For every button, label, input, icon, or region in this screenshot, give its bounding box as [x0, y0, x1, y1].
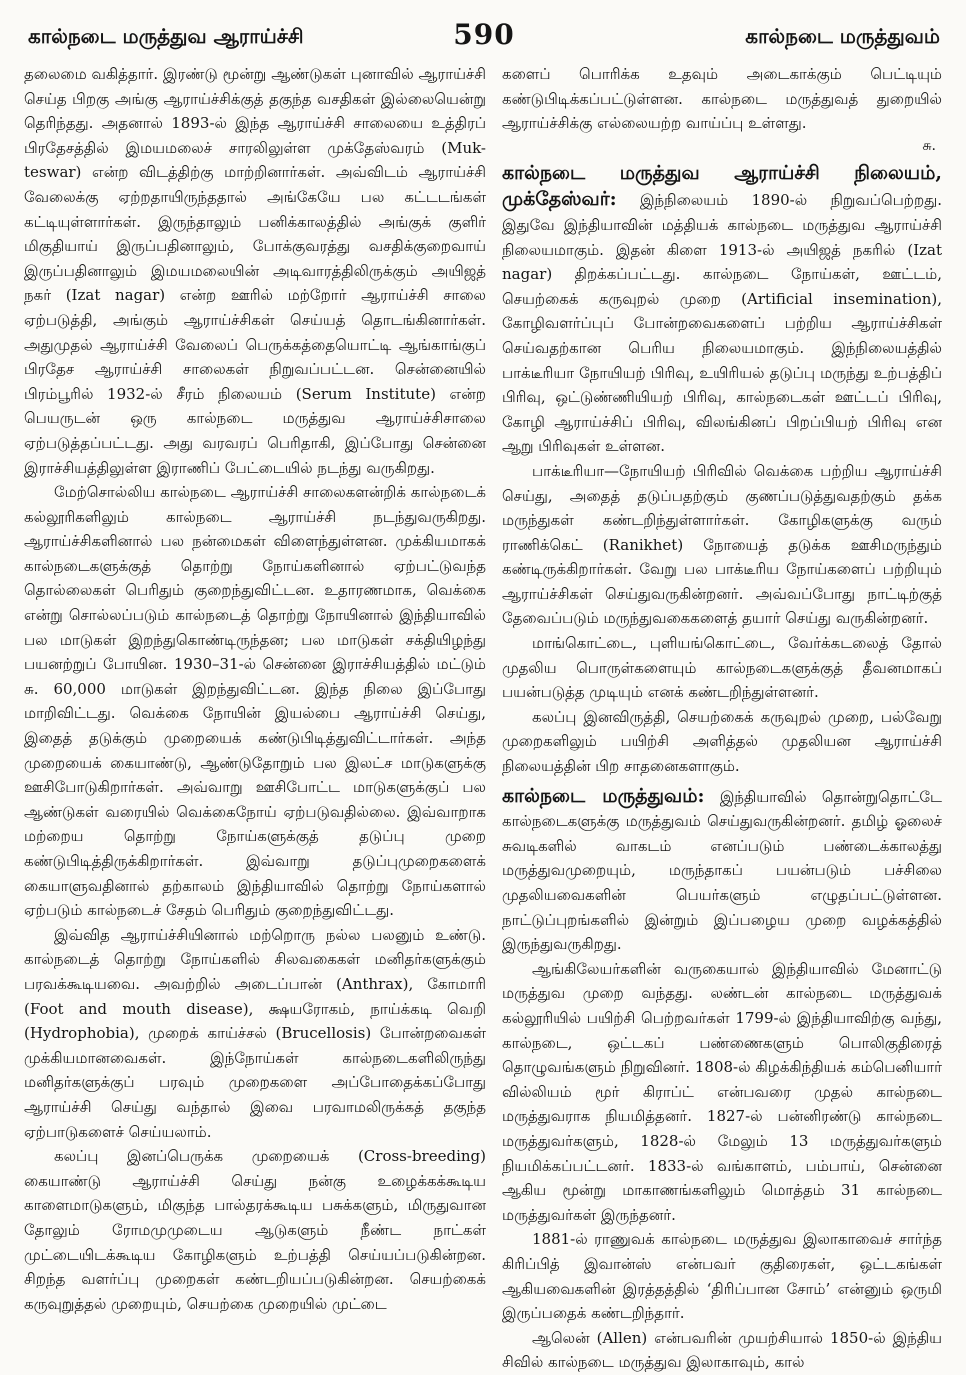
paragraph: மாங்கொட்டை, புளியங்கொட்டை, வேர்க்கடலைத் தோல் முதலிய பொருள்களையும் கால்நடைகளுக்குத் தீவனமாகப் பயன்படுத்த முடியும் எனக் கண்டறிந்துள்ளனர்.	[502, 634, 942, 702]
paragraph: களைப் பொரிக்க உதவும் அடைகாக்கும் பெட்டியும் கண்டுபிடிக்கப்பட்டுள்ளன. கால்நடை மருத்துவத் துறையில் ஆராய்ச்சிக்கு எல்லையற்ற வாய்ப்பு உள்ளது.	[502, 65, 942, 133]
running-head-left: கால்நடை மருத்துவ ஆராய்ச்சி	[28, 24, 304, 48]
paragraph: கலப்பு இனவிருத்தி, செயற்கைக் கருவுறல் முறை, பல்வேறு முறைகளிலும் பயிற்சி அளித்தல் முதலியன ஆராய்ச்சி நிலையத்தின் பிற சாதனைகளாகும்.	[502, 707, 942, 776]
paragraph: இவ்வித ஆராய்ச்சியினால் மற்றொரு நல்ல பலனும் உண்டு. கால்நடைத் தொற்று நோய்களில் சிலவகைகள் மனிதர்களுக்கும் பரவக்கூடியவை. அவற்றில் அடைப்பான் (Anthrax), கோமாரி (Foot and mouth disease), க்ஷயரோகம், நாய்க்கடி வெறி (Hydrophobia), முறைக் காய்ச்சல் (Brucellosis) போன்றவைகள் முக்கியமானவைகள். இந்நோய்கள் கால்நடைகளிலிருந்து மனிதர்களுக்குப் பரவும் முறைகளை அப்போதைக்கப்போது ஆராய்ச்சி செய்து வந்தால் இவை பரவாமலிருக்கத் தகுந்த ஏற்பாடுகளைச் செய்யலாம்.	[24, 925, 486, 1141]
paragraph: மேற்சொல்லிய கால்நடை ஆராய்ச்சி சாலைகளன்றிக் கால்நடைக் கல்லூரிகளிலும் கால்நடை ஆராய்ச்சி நடந்துவருகிறது. ஆராய்ச்சிகளினால் பல நன்மைகள் விளைந்துள்ளன. முக்கியமாகக் கால்நடைகளுக்குத் தொற்று நோய்களினால் ஏற்பட்டுவந்த தொல்லைகள் பெரிதும் குறைந்துவிட்டன. உதாரணமாக, வெக்கை என்று சொல்லப்படும் கால்நடைத் தொற்று நோயினால் இந்தியாவில் பல மாடுகள் இறந்துகொண்டிருந்தன; பல மாடுகள் சக்தியிழந்து பயனற்றுப் போயின. 1930–31-ல் சென்னை இராச்சியத்தில் மட்டும் சு. 60,000 மாடுகள் இறந்துவிட்டன. இந்த நிலை இப்போது மாறிவிட்டது. வெக்கை நோயின் இயல்பை ஆராய்ச்சி செய்து, இதைத் தடுக்கும் முறையைக் கண்டுபிடித்துவிட்டார்கள். அந்த முறையைக் கையாண்டு, ஆண்டுதோறும் பல இலட்ச மாடுகளுக்கு ஊசிபோடுகிறார்கள். அவ்வாறு ஊசிபோட்ட மாடுகளுக்குப் பல ஆண்டுகள் வரையில் வெக்கைநோய் ஏற்படுவதில்லை. இவ்வாறாக மற்றைய தொற்று நோய்களுக்குத் தடுப்பு முறை கண்டுபிடித்திருக்கிறார்கள். இவ்வாறு தடுப்புமுறைகளைக் கையாளுவதினால் தற்காலம் இந்தியாவில் தொற்று நோய்களால் ஏற்படும் கால்நடைச் சேதம் பெரிதும் குறைந்துவிட்டது.	[24, 483, 486, 920]
right-column	[502, 62, 942, 1372]
section-medicine	[502, 783, 942, 957]
section-heading: கால்நடை மருத்துவ ஆராய்ச்சி நிலையம், முக்தேஸ்வர்:	[502, 161, 942, 211]
section-institute	[502, 160, 942, 459]
running-head-right: கால்நடை மருத்துவம்	[745, 24, 940, 48]
section-heading: கால்நடை மருத்துவம்:	[502, 784, 705, 807]
author-initials: சு.	[922, 137, 936, 154]
paragraph: தலைமை வகித்தார். இரண்டு மூன்று ஆண்டுகள் புனாவில் ஆராய்ச்சி செய்த பிறகு அங்கு ஆராய்ச்சிக்குத் தகுந்த வசதிகள் இல்லையென்று தெரிந்தது. அதனால் 1893-ல் இந்த ஆராய்ச்சி சாலையை உத்திரப் பிரதேசத்தில் இமயமலைச் சாரலிலுள்ள முக்தேஸ்வரம் (Muk-teswar) என்ற விடத்திற்கு மாற்றினார்கள். அவ்விடம் ஆராய்ச்சி வேலைக்கு ஏற்றதாயிருந்ததால் அங்கேயே பல கட்டடங்கள் கட்டியுள்ளார்கள். இருந்தாலும் பனிக்காலத்தில் அங்குக் குளிர் மிகுதியாய் இருப்பதினாலும், போக்குவரத்து வசதிக்குறைவாய் இருப்பதினாலும் இமயமலையின் அடிவாரத்திலிருக்கும் அயிஜத் நகர் (Izat nagar) என்ற ஊரில் மற்றோர் ஆராய்ச்சி சாலை ஏற்படுத்தி, அங்கும் ஆராய்ச்சிகள் செய்யத் தொடங்கினார்கள். அதுமுதல் ஆராய்ச்சி வேலைப் பெருக்கத்தையொட்டி ஆங்காங்குப் பிரதேச ஆராய்ச்சி சாலைகள் நிறுவப்பட்டன. சென்னையில் பிரம்பூரில் 1932-ல் சீரம் நிலையம் (Serum Institute) என்ற பெயருடன் ஒரு கால்நடை மருத்துவ ஆராய்ச்சிசாலை ஏற்படுத்தப்பட்டது. அது வரவரப் பெரிதாகி, இப்போது சென்னை இராச்சியத்திலுள்ள இராணிப் பேட்டையில் நடந்து வருகிறது.	[24, 65, 486, 477]
section-body: இந்நிலையம் 1890-ல் நிறுவப்பெற்றது. இதுவே இந்தியாவின் மத்தியக் கால்நடை மருத்துவ ஆராய்ச்சி நிலையமாகும். இதன் கிளை 1913-ல் அயிஜத் நகரில் (Izat nagar) திறக்கப்பட்டது. கால்நடை நோய்கள், ஊட்டம், செயற்கைக் கருவுறல் முறை (Artificial insemination), கோழிவளர்ப்புப் போன்றவைகளைப் பற்றிய ஆராய்ச்சிகள் செய்வதற்கான பெரிய நிலையமாகும். இந்நிலையத்தில் பாக்டீரியா நோயியற் பிரிவு, உயிரியல் தடுப்பு மருந்து உற்பத்திப் பிரிவு, ஒட்டுண்ணியியற் பிரிவு, கால்நடைகள் ஊட்டப் பிரிவு, கோழி ஆராய்ச்சிப் பிரிவு, விலங்கினப் பிறப்பியற் பிரிவு என ஆறு பிரிவுகள் உள்ளன.	[502, 191, 942, 456]
paragraph: ஆங்கிலேயர்களின் வருகையால் இந்தியாவில் மேனாட்டு மருத்துவ முறை வந்தது. லண்டன் கால்நடை மருத்துவக் கல்லூரியில் பயிற்சி பெற்றவர்கள் 1799-ல் இந்தியாவிற்கு வந்து, கால்நடை, ஒட்டகப் பண்ணைகளும் பொலிகுதிரைத் தொழுவங்களும் நிறுவினர். 1808-ல் கிழக்கிந்தியக் கம்பெனியார் வில்லியம் மூர் கிராப்ட் என்பவரை முதல் கால்நடை மருத்துவராக நியமித்தனர். 1827-ல் பன்னிரண்டு கால்நடை மருத்துவர்களும், 1828-ல் மேலும் 13 மருத்துவர்களும் நியமிக்கப்பட்டனர். 1833-ல் வங்காளம், பம்பாய், சென்னை ஆகிய மூன்று மாகாணங்களிலும் மொத்தம் 31 கால்நடை மருத்துவர்கள் இருந்தனர்.	[502, 959, 942, 1224]
paragraph: 1881-ல் ராணுவக் கால்நடை மருத்துவ இலாகாவைச் சார்ந்த கிரிப்பித் இவான்ஸ் என்பவர் குதிரைகள், ஒட்டகங்கள் ஆகியவைகளின் இரத்தத்தில் ‘திரிப்பான சோம்’ என்னும் ஒருமி இருப்பதைக் கண்டறிந்தார்.	[502, 1230, 942, 1323]
paragraph: பாக்டீரியா—நோயியற் பிரிவில் வெக்கை பற்றிய ஆராய்ச்சி செய்து, அதைத் தடுப்பதற்கும் குணப்படுத்துவதற்கும் தக்க மருந்துகள் கண்டறிந்துள்ளார்கள். கோழிகளுக்கு வரும் ராணிக்கெட் (Ranikhet) நோயைத் தடுக்க ஊசிமருந்தும் கண்டிருக்கிறார்கள். வேறு பல பாக்டீரிய நோய்களைப் பற்றியும் ஆராய்ச்சிகள் செய்துவருகின்றனர். அவ்வப்போது நாட்டிற்குத் தேவைப்படும் மருந்துவகைகளைத் தயார் செய்து வருகின்றனர்.	[502, 461, 942, 628]
paragraph: கலப்பு இனப்பெருக்க முறையைக் (Cross-breeding) கையாண்டு ஆராய்ச்சி செய்து நன்கு உழைக்கக்கூடிய காளைமாடுகளும், மிகுந்த பால்தரக்கூடிய பசுக்களும், மிருதுவான தோலும் ரோமமுமுடைய ஆடுகளும் நீண்ட நாட்கள் முட்டையிடக்கூடிய கோழிகளும் உற்பத்தி செய்யப்படுகின்றன. சிறந்த வளர்ப்பு முறைகள் கண்டறியப்படுகின்றன. செயற்கைக் கருவுறுத்தல் முறையும், செயற்கை முறையில் முட்டை	[24, 1147, 486, 1313]
page-header	[28, 14, 940, 54]
page-number: 590	[453, 18, 515, 51]
paragraph: ஆலென் (Allen) என்பவரின் முயற்சியால் 1850-ல் இந்திய சிவில் கால்நடை மருத்துவ இலாகாவும், கால்	[502, 1328, 942, 1372]
left-column	[24, 62, 486, 1355]
section-body: இந்தியாவில் தொன்றுதொட்டே கால்நடைகளுக்கு மருத்துவம் செய்துவருகின்றனர். தமிழ் ஓலைச் சுவடிகளில் வாகடம் எனப்படும் பண்டைக்காலத்து மருத்துவமுறையும், மருந்தாகப் பயன்படும் பச்சிலை முதலியவைகளின் பெயர்களும் எழுதப்பட்டுள்ளன. நாட்டுப்புறங்களில் இன்றும் இப்பழைய முறை வழக்கத்தில் இருந்துவருகிறது.	[502, 787, 942, 954]
